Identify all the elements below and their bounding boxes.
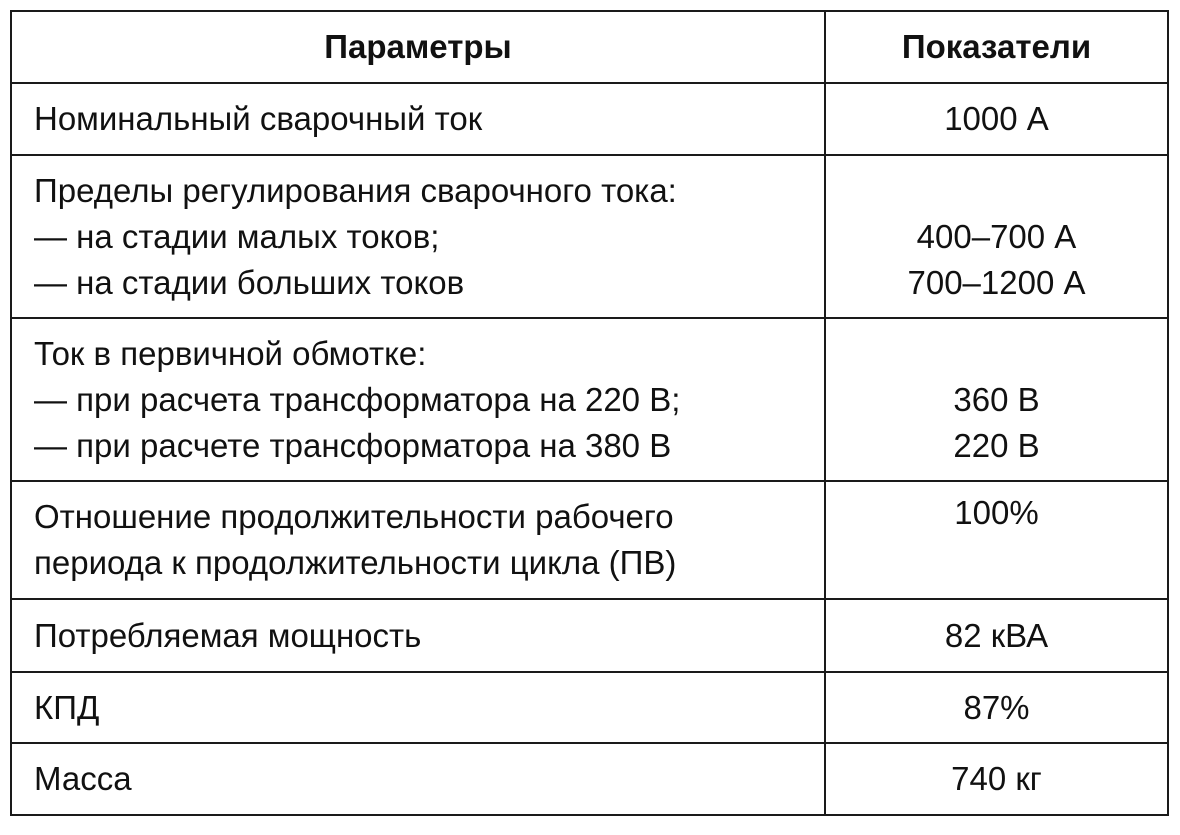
table-row [11, 318, 1168, 481]
param-cell [11, 83, 825, 155]
param-cell [11, 599, 825, 672]
param-cell [11, 672, 825, 743]
param-text: Номинальный сварочный ток [34, 100, 483, 137]
value-text: 100% [954, 494, 1039, 531]
table-row [11, 599, 1168, 672]
param-text: Ток в первичной обмотке: [34, 334, 427, 372]
value-text: 400–700 А [916, 217, 1077, 255]
param-text: Масса [34, 760, 132, 797]
value-text: 700–1200 А [907, 263, 1086, 301]
value-cell [825, 155, 1168, 318]
table-row [11, 481, 1168, 599]
value-cell [825, 481, 1168, 599]
param-cell [11, 155, 825, 318]
param-text: — при расчете трансформатора на 380 В [34, 426, 672, 464]
table-header-row [11, 11, 1168, 83]
value-text: 220 В [953, 426, 1040, 464]
param-text: Пределы регулирования сварочного тока: [34, 171, 677, 209]
param-text: Потребляемая мощность [34, 616, 422, 654]
value-cell [825, 83, 1168, 155]
param-text: Отношение продолжительности рабочего [34, 498, 674, 535]
value-cell [825, 743, 1168, 815]
param-text: — на стадии малых токов; [34, 217, 440, 255]
param-text: — при расчета трансформатора на 220 В; [34, 380, 681, 418]
value-cell [825, 672, 1168, 743]
table-row [11, 743, 1168, 815]
table-row [11, 83, 1168, 155]
specifications-table [10, 10, 1169, 816]
param-text: периода к продолжительности цикла (ПВ) [34, 544, 677, 581]
param-text: КПД [34, 688, 100, 726]
table-row [11, 672, 1168, 743]
value-text: 360 В [953, 380, 1040, 418]
header-parameters: Параметры [11, 11, 825, 83]
param-text: — на стадии больших токов [34, 263, 465, 301]
value-text: 740 кг [951, 760, 1042, 797]
value-text: 1000 А [944, 100, 1049, 137]
param-cell [11, 743, 825, 815]
value-text: 87% [963, 688, 1030, 726]
param-cell [11, 481, 825, 599]
value-text: 82 кВА [944, 616, 1049, 654]
table-row [11, 155, 1168, 318]
param-cell [11, 318, 825, 481]
value-cell [825, 599, 1168, 672]
value-cell [825, 318, 1168, 481]
header-values: Показатели [825, 11, 1168, 83]
